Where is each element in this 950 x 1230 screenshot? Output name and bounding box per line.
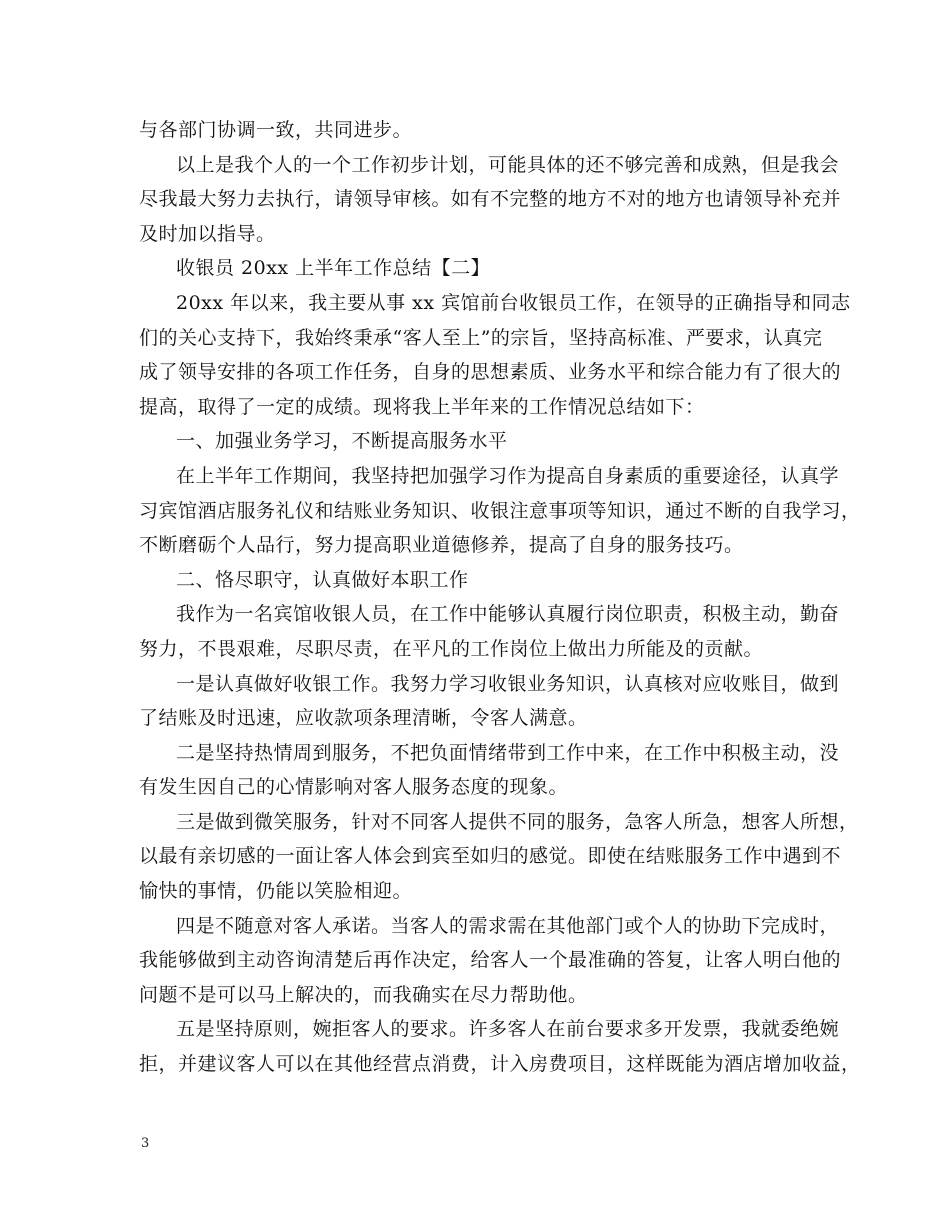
text-line: 及时加以指导。 xyxy=(139,222,276,245)
subheading: 二、恪尽职守，认真做好本职工作 xyxy=(176,568,469,591)
text-line: 提高，取得了一定的成绩。现将我上半年来的工作情况总结如下： xyxy=(139,395,705,418)
text-line: 了结账及时迅速，应收款项条理清晰，令客人满意。 xyxy=(139,707,588,730)
text-line: 成了领导安排的各项工作任务，自身的思想素质、业务水平和综合能力有了很大的 xyxy=(139,361,842,384)
text-line: 五是坚持原则，婉拒客人的要求。许多客人在前台要求多开发票，我就委绝婉 xyxy=(176,1018,840,1041)
text-line: 我作为一名宾馆收银人员，在工作中能够认真履行岗位职责，积极主动，勤奋 xyxy=(176,603,840,626)
text-line: 习宾馆酒店服务礼仪和结账业务知识、收银注意事项等知识，通过不断的自我学习， xyxy=(139,499,861,522)
subheading: 一、加强业务学习，不断提高服务水平 xyxy=(176,430,508,453)
text-line: 二是坚持热情周到服务，不把负面情绪带到工作中来，在工作中积极主动，没 xyxy=(176,741,840,764)
text-line: 努力，不畏艰难，尽职尽责，在平凡的工作岗位上做出力所能及的贡献。 xyxy=(139,637,764,660)
text-line: 以最有亲切感的一面让客人体会到宾至如归的感觉。即使在结账服务工作中遇到不 xyxy=(139,845,842,868)
text-line: 们的关心支持下，我始终秉承“客人至上”的宗旨，坚持高标准、严要求，认真完 xyxy=(139,326,823,349)
text-line: 一是认真做好收银工作。我努力学习收银业务知识，认真核对应收账目，做到 xyxy=(176,672,840,695)
text-line: 有发生因自己的心情影响对客人服务态度的现象。 xyxy=(139,776,569,799)
text-line: 在上半年工作期间，我坚持把加强学习作为提高自身素质的重要途径，认真学 xyxy=(176,464,840,487)
section-title: 收银员 20xx 上半年工作总结【二】 xyxy=(176,257,491,280)
text-line: 不断磨砺个人品行，努力提高职业道德修养，提高了自身的服务技巧。 xyxy=(139,534,744,557)
text-line: 拒，并建议客人可以在其他经营点消费，计入房费项目，这样既能为酒店增加收益， xyxy=(139,1053,861,1076)
text-line: 20xx 年以来，我主要从事 xx 宾馆前台收银员工作，在领导的正确指导和同志 xyxy=(176,291,851,314)
page-number: 3 xyxy=(141,1136,150,1151)
text-line: 愉快的事情，仍能以笑脸相迎。 xyxy=(139,880,413,903)
text-line: 问题不是可以马上解决的，而我确实在尽力帮助他。 xyxy=(139,983,588,1006)
text-line: 我能够做到主动咨询清楚后再作决定，给客人一个最准确的答复，让客人明白他的 xyxy=(139,949,842,972)
text-line: 与各部门协调一致，共同进步。 xyxy=(139,119,413,141)
text-line: 三是做到微笑服务，针对不同客人提供不同的服务，急客人所急，想客人所想， xyxy=(176,810,859,833)
text-line: 尽我最大努力去执行，请领导审核。如有不完整的地方不对的地方也请领导补充并 xyxy=(139,188,842,211)
document-body xyxy=(139,113,861,1082)
text-line: 以上是我个人的一个工作初步计划，可能具体的还不够完善和成熟，但是我会 xyxy=(176,153,840,176)
text-line: 四是不随意对客人承诺。当客人的需求需在其他部门或个人的协助下完成时， xyxy=(176,914,840,937)
